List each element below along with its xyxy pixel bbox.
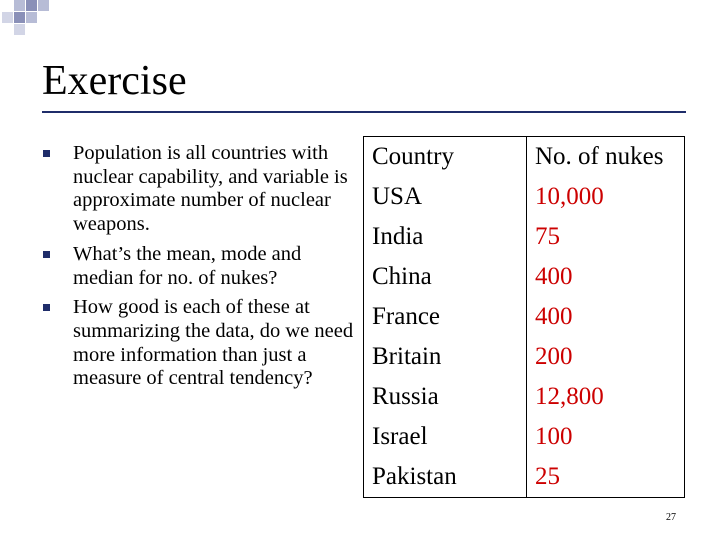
slide-title: Exercise xyxy=(42,58,187,104)
bullet-list xyxy=(40,142,360,397)
cell-country: Pakistan xyxy=(364,457,527,498)
page-number: 27 xyxy=(666,512,676,523)
bullet-text: Population is all countries with nuclear capability, and variable is approximate number of nuclear weapons. xyxy=(73,142,348,236)
cell-nukes: 75 xyxy=(527,217,685,257)
cell-country: India xyxy=(364,217,527,257)
table-row xyxy=(364,297,685,337)
nukes-table xyxy=(363,136,685,498)
cell-country: France xyxy=(364,297,527,337)
cell-nukes: 200 xyxy=(527,337,685,377)
cell-nukes: 25 xyxy=(527,457,685,498)
bullet-item xyxy=(40,243,360,290)
title-underline xyxy=(42,111,686,113)
table-row xyxy=(364,377,685,417)
header-nukes: No. of nukes xyxy=(527,137,685,178)
square-bullet-icon xyxy=(43,150,50,157)
bullet-item xyxy=(40,296,360,391)
cell-country: USA xyxy=(364,177,527,217)
cell-nukes: 400 xyxy=(527,257,685,297)
square-bullet-icon xyxy=(43,304,50,311)
cell-nukes: 100 xyxy=(527,417,685,457)
table-row xyxy=(364,337,685,377)
cell-country: Russia xyxy=(364,377,527,417)
table-row xyxy=(364,417,685,457)
table-row xyxy=(364,257,685,297)
cell-nukes: 12,800 xyxy=(527,377,685,417)
cell-country: Israel xyxy=(364,417,527,457)
table-row xyxy=(364,217,685,257)
square-bullet-icon xyxy=(43,251,50,258)
corner-decoration xyxy=(0,0,60,50)
cell-nukes: 10,000 xyxy=(527,177,685,217)
header-country: Country xyxy=(364,137,527,178)
bullet-text: How good is each of these at summarizing the data, do we need more information than just a measure of central tendency? xyxy=(73,296,354,390)
cell-country: China xyxy=(364,257,527,297)
table-header-row xyxy=(364,137,685,178)
bullet-item xyxy=(40,142,360,237)
table-row xyxy=(364,457,685,498)
cell-country: Britain xyxy=(364,337,527,377)
bullet-text: What’s the mean, mode and median for no. of nukes? xyxy=(73,242,302,289)
cell-nukes: 400 xyxy=(527,297,685,337)
table-row xyxy=(364,177,685,217)
